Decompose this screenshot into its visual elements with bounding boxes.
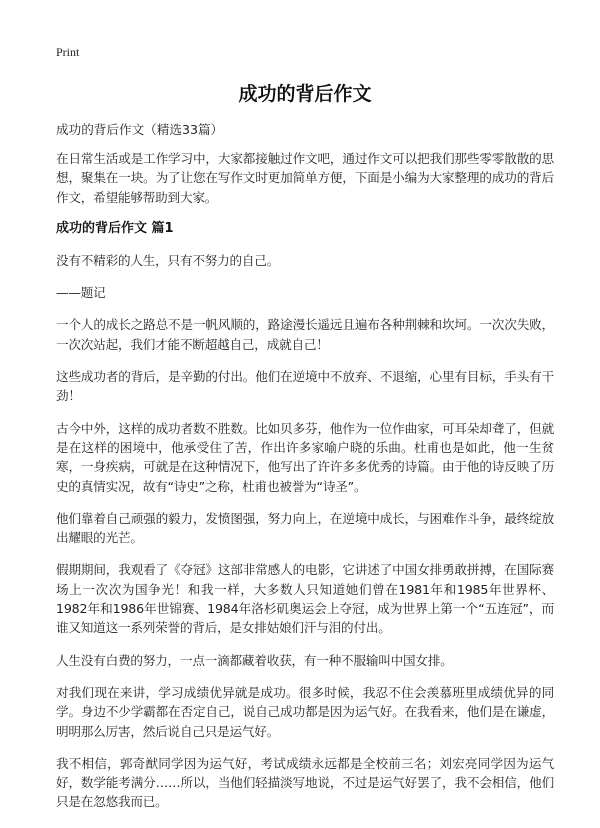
section-heading: 成功的背后作文 篇1 bbox=[56, 220, 174, 236]
paragraph: 我不相信，郭奇猷同学因为运气好，考试成绩永远都是全校前三名；刘宏亮同学因为运气好，数学能考满分……所以，当他们轻描淡写地说，不过是运气好罢了，我不会相信，他们只是在忽悠我而已。 bbox=[56, 755, 554, 810]
paragraph: 一个人的成长之路总不是一帆风顺的，路途漫长遥远且遍布各种荆棘和坎坷。一次次失败，一次次站起，我们才能不断超越自己，成就自己！ bbox=[56, 317, 554, 352]
paragraph: 对我们现在来讲，学习成绩优异就是成功。很多时候，我忍不住会羡慕班里成绩优异的同学。身边不少学霸都在否定自己，说自己成功都是因为运气好。在我看来，他们是在谦虚，明明那么厉害，然后说自己只是运气好。 bbox=[56, 684, 554, 739]
article-subtitle: 成功的背后作文（精选33篇） bbox=[56, 122, 224, 137]
paragraph: 人生没有白费的努力，一点一滴都藏着收获，有一种不服输叫中国女排。 bbox=[56, 652, 453, 668]
intro-paragraph: 在日常生活或是工作学习中，大家都接触过作文吧，通过作文可以把我们那些零零散散的思想，聚集在一块。为了让您在写作文时更加简单方便，下面是小编为大家整理的成功的背后作文，希望能够帮助到大家。 bbox=[56, 151, 554, 205]
paragraph: 假期期间，我观看了《夺冠》这部非常感人的电影，它讲述了中国女排勇敢拼搏，在国际赛场上一次次为国争光！和我一样，大多数人只知道她们曾在1981年和1985年世界杯、1982年和1986年世锦赛、1984年洛杉矶奥运会上夺冠，成为世界上第一个“五连冠”，而谁又知道这一系列荣誉的背后，是女排姑娘们汗与泪的付出。 bbox=[56, 562, 554, 636]
paragraph: 古今中外，这样的成功者数不胜数。比如贝多芬，他作为一位作曲家，可耳朵却聋了，但就是在这样的困境中，他承受住了苦，作出许多家喻户晓的乐曲。杜甫也是如此，他一生贫寒，一身疾病，可就是在这种情况下，他写出了许许多多优秀的诗篇。由于他的诗反映了历史的真情实况，故有“诗史”之称，杜甫也被誉为“诗圣”。 bbox=[56, 420, 554, 494]
paragraph: 没有不精彩的人生，只有不努力的自己。 bbox=[56, 252, 280, 268]
paragraph: ——题记 bbox=[56, 285, 106, 301]
paragraph: 这些成功者的背后，是辛勤的付出。他们在逆境中不放弃、不退缩，心里有目标，手头有干劲！ bbox=[56, 369, 554, 404]
paragraph: 他们靠着自己顽强的毅力，发愤图强，努力向上，在逆境中成长，与困难作斗争，最终绽放出耀眼的光芒。 bbox=[56, 510, 554, 546]
page-title: 成功的背后作文 bbox=[238, 83, 372, 105]
print-link[interactable]: Print bbox=[56, 45, 80, 59]
